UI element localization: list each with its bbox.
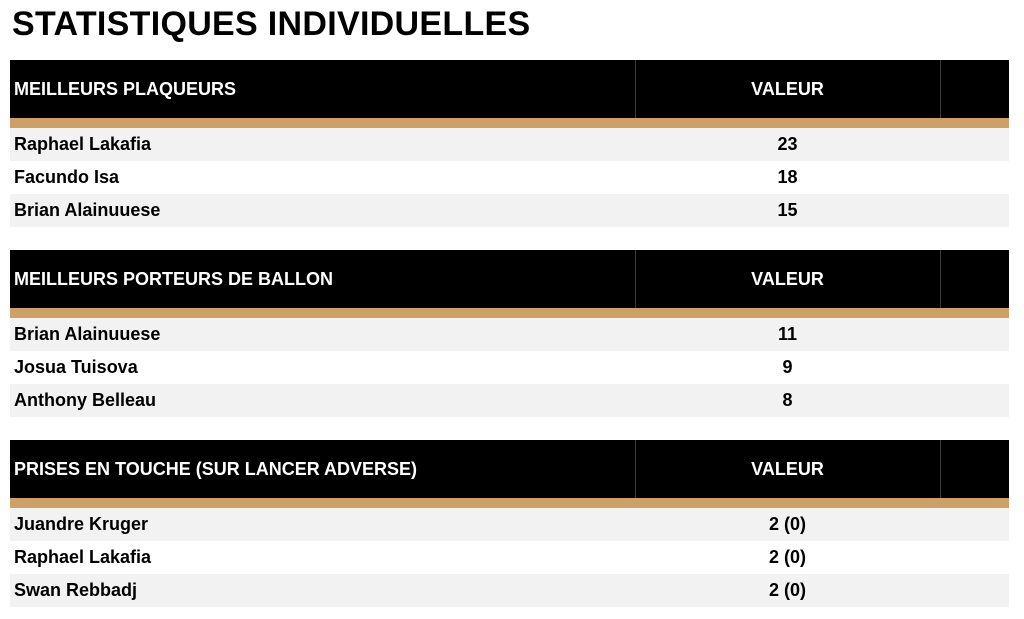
stat-value: 2 (0) <box>768 580 806 600</box>
table-row <box>10 318 1009 351</box>
lineout-steals-table <box>10 440 1009 607</box>
value-column-header: VALEUR <box>751 79 824 99</box>
table-row <box>10 574 1009 607</box>
page-title: STATISTIQUES INDIVIDUELLES <box>12 5 531 43</box>
column-divider <box>940 440 941 498</box>
player-name: Facundo Isa <box>14 167 120 187</box>
stat-value: 2 (0) <box>768 547 806 567</box>
stat-value: 9 <box>782 357 793 377</box>
table-header-row <box>10 250 1009 308</box>
value-column-header: VALEUR <box>751 459 824 479</box>
player-name: Brian Alainuuese <box>14 200 161 220</box>
player-name: Anthony Belleau <box>14 390 157 410</box>
stat-value: 8 <box>782 390 793 410</box>
player-name: Swan Rebbadj <box>14 580 138 600</box>
column-divider <box>940 250 941 308</box>
stat-value: 11 <box>777 324 798 344</box>
tacklers-table <box>10 60 1009 227</box>
table-row <box>10 351 1009 384</box>
table-row <box>10 508 1009 541</box>
value-column-header: VALEUR <box>751 269 824 289</box>
accent-bar <box>10 498 1009 508</box>
player-name: Brian Alainuuese <box>14 324 161 344</box>
player-name: Juandre Kruger <box>14 514 149 534</box>
table-row <box>10 194 1009 227</box>
accent-bar <box>10 308 1009 318</box>
table-row <box>10 128 1009 161</box>
stat-value: 23 <box>777 134 798 154</box>
stat-value: 2 (0) <box>768 514 806 534</box>
stat-value: 18 <box>777 167 798 187</box>
stat-value: 15 <box>777 200 798 220</box>
ball-carriers-table <box>10 250 1009 417</box>
table-header-row <box>10 60 1009 118</box>
table-row <box>10 384 1009 417</box>
column-divider <box>940 60 941 118</box>
accent-bar <box>10 118 1009 128</box>
table-header-label: MEILLEURS PLAQUEURS <box>14 79 237 99</box>
table-row <box>10 541 1009 574</box>
table-row <box>10 161 1009 194</box>
player-name: Raphael Lakafia <box>14 547 152 567</box>
player-name: Raphael Lakafia <box>14 134 152 154</box>
table-header-row <box>10 440 1009 498</box>
table-header-label: MEILLEURS PORTEURS DE BALLON <box>14 269 334 289</box>
player-name: Josua Tuisova <box>14 357 138 377</box>
table-header-label: PRISES EN TOUCHE (SUR LANCER ADVERSE) <box>14 459 418 479</box>
